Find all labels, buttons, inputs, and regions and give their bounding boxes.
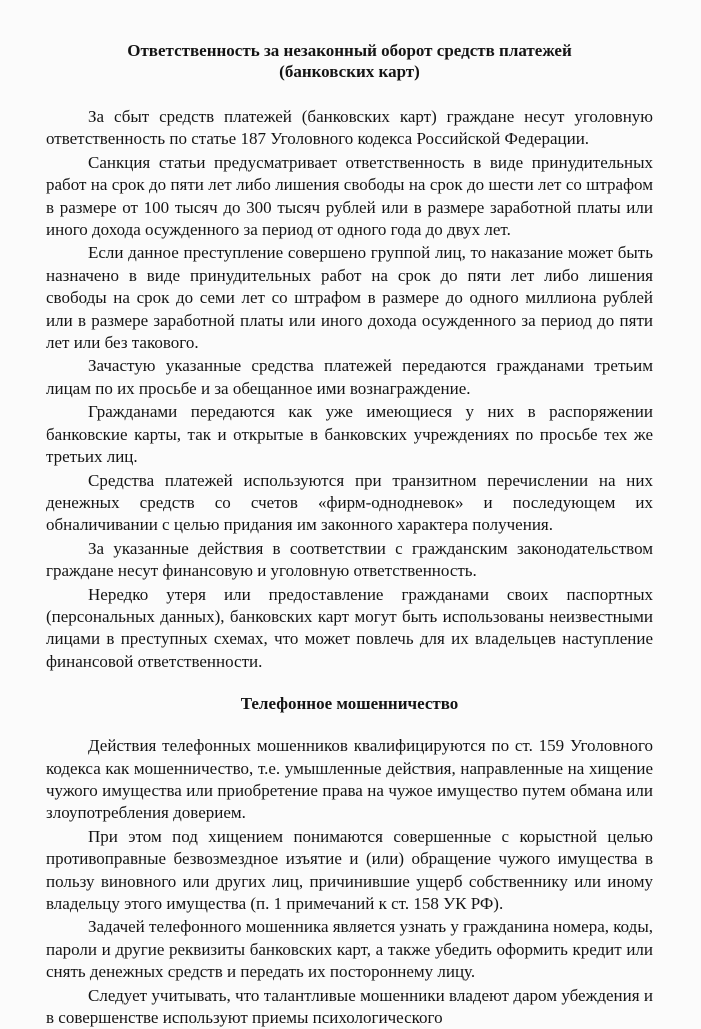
section1-title-line1: Ответственность за незаконный оборот средств платежей bbox=[127, 41, 572, 60]
paragraph: За сбыт средств платежей (банковских карт) граждане несут уголовную ответственность по статье 187 Уголовного кодекса Российской Федерации. bbox=[46, 107, 653, 149]
section1-title-line2: (банковских карт) bbox=[279, 62, 420, 81]
paragraph: Зачастую указанные средства платежей передаются гражданами третьим лицам по их просьбе и за обещанное ими вознаграждение. bbox=[46, 356, 653, 398]
paragraph: Действия телефонных мошенников квалифицируются по ст. 159 Уголовного кодекса как мошенничество, т.е. умышленные действия, направленные на хищение чужого имущества или приобретение права на чужое имущество путем обмана или злоупотребления доверием. bbox=[46, 736, 653, 823]
paragraph: Средства платежей используются при транзитном перечислении на них денежных средств со счетов «фирм-однодневок» и последующем их обналичивании с целью придания им законного характера получения. bbox=[46, 470, 653, 535]
paragraph: Гражданами передаются как уже имеющиеся у них в распоряжении банковские карты, так и открытые в банковских учреждениях по просьбе тех же третьих лиц. bbox=[46, 402, 653, 467]
paragraph: Нередко утеря или предоставление гражданами своих паспортных (персональных данных), банковских карт могут быть использованы неизвестными лицами в преступных схемах, что может повлечь для их владельцев наступление финансовой ответственности. bbox=[46, 584, 653, 671]
paragraph: Задачей телефонного мошенника является узнать у гражданина номера, коды, пароли и другие реквизиты банковских карт, а также убедить оформить кредит или снять денежных средств и передать их постороннему лицу. bbox=[46, 917, 653, 982]
section1-title bbox=[46, 40, 653, 82]
paragraph: Если данное преступление совершено группой лиц, то наказание может быть назначено в виде принудительных работ на срок до пяти лет либо лишения свободы на срок до семи лет со штрафом в размере до одного миллиона рублей или в размере заработной платы или иного дохода осужденного за период до пяти лет или без такового. bbox=[46, 243, 653, 353]
paragraph: Санкция статьи предусматривает ответственность в виде принудительных работ на срок до пяти лет либо лишения свободы на срок до шести лет со штрафом в размере от 100 тысяч до 300 тысяч рублей или в размере заработной платы или иного дохода осужденного за период от одного года до двух лет. bbox=[46, 152, 653, 240]
paragraph: За указанные действия в соответствии с гражданским законодательством граждане несут финансовую и уголовную ответственность. bbox=[46, 538, 653, 581]
section2-title: Телефонное мошенничество bbox=[240, 694, 459, 714]
paragraph: Следует учитывать, что талантливые мошенники владеют даром убеждения и в совершенстве используют приемы психологического bbox=[46, 985, 653, 1028]
paragraph: При этом под хищением понимаются совершенные с корыстной целью противоправные безвозмездное изъятие и (или) обращение чужого имущества в пользу виновного или других лиц, причинившие ущерб собственнику или иному владельцу этого имущества (п. 1 примечаний к ст. 158 УК РФ). bbox=[46, 826, 653, 913]
